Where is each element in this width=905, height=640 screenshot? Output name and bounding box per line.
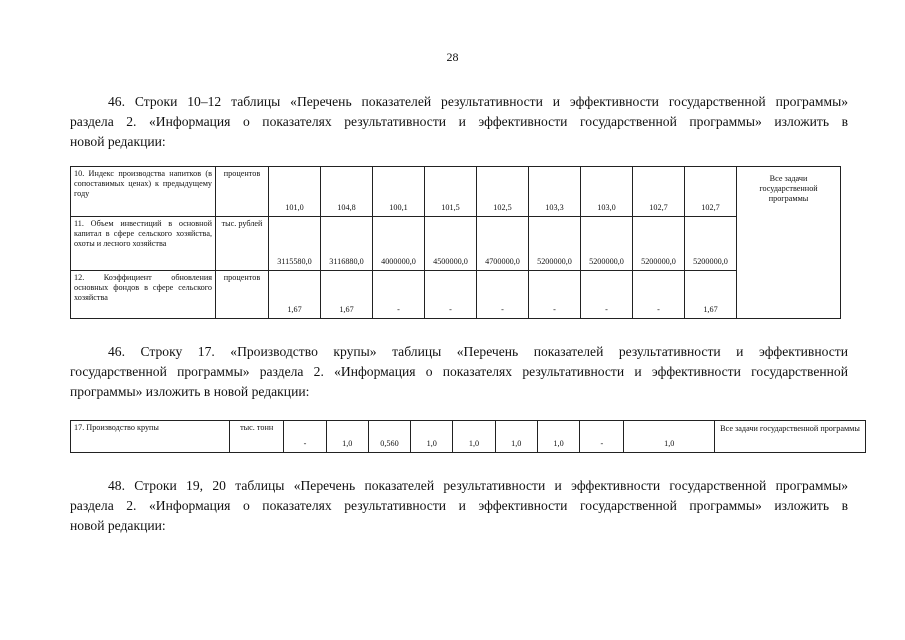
indicator-value: - [633, 271, 685, 319]
paragraph-line: раздела 2. «Информация о показателях результативности и эффективности государственной программы» изложить в [70, 114, 848, 129]
indicator-value: - [373, 271, 425, 319]
indicator-value: 102,7 [633, 167, 685, 217]
indicator-value: 0,560 [368, 421, 410, 453]
indicator-value: 4000000,0 [373, 217, 425, 271]
indicator-value: 4500000,0 [425, 217, 477, 271]
indicator-value: 1,0 [495, 421, 537, 453]
indicator-value: 1,67 [269, 271, 321, 319]
indicator-value: 1,0 [326, 421, 368, 453]
table-row [71, 271, 841, 319]
paragraph-line: новой редакции: [70, 518, 166, 533]
indicator-value: 102,7 [685, 167, 737, 217]
paragraph-line: программы» изложить в новой редакции: [70, 384, 310, 399]
paragraph-46-row-17 [70, 342, 848, 402]
indicator-unit: процентов [216, 167, 269, 217]
indicator-unit: тыс. рублей [216, 217, 269, 271]
indicator-value: 103,0 [581, 167, 633, 217]
indicator-value: - [425, 271, 477, 319]
indicator-value: 5200000,0 [685, 217, 737, 271]
indicator-value: 1,0 [624, 421, 715, 453]
indicator-value: 5200000,0 [581, 217, 633, 271]
paragraph-48-rows-19-20 [70, 476, 848, 536]
indicator-value: 1,0 [537, 421, 579, 453]
indicator-unit: процентов [216, 271, 269, 319]
paragraph-line: новой редакции: [70, 134, 166, 149]
indicator-value: 100,1 [373, 167, 425, 217]
indicators-table-row-17 [70, 420, 866, 453]
indicator-value: 1,67 [685, 271, 737, 319]
indicator-value: 1,0 [411, 421, 453, 453]
indicator-value: 101,0 [269, 167, 321, 217]
indicator-value: 5200000,0 [529, 217, 581, 271]
indicator-value: 1,67 [321, 271, 373, 319]
indicator-name: 11. Объем инвестиций в основной капитал в сфере сельского хозяйства, охоты и лесного хозяйства [71, 217, 216, 271]
tasks-note: Все задачи государственной программы [737, 167, 841, 319]
paragraph-line: государственной программы» раздела 2. «Информация о показателях результативности и эффективности государственной [70, 364, 848, 379]
tasks-note: Все задачи государственной программы [715, 421, 866, 453]
indicator-name: 10. Индекс производства напитков (в сопоставимых ценах) к предыдущему году [71, 167, 216, 217]
indicator-value: 103,3 [529, 167, 581, 217]
indicators-table-rows-10-12 [70, 166, 841, 319]
indicator-name: 12. Коэффициент обновления основных фондов в сфере сельского хозяйства [71, 271, 216, 319]
indicator-name: 17. Производство крупы [71, 421, 230, 453]
paragraph-line: 48. Строки 19, 20 таблицы «Перечень показателей результативности и эффективности государственной программы» [108, 478, 848, 493]
indicator-value: - [580, 421, 624, 453]
paragraph-line: 46. Строки 10–12 таблицы «Перечень показателей результативности и эффективности государственной программы» [108, 94, 848, 109]
table-row [71, 167, 841, 217]
indicator-value: 5200000,0 [633, 217, 685, 271]
indicator-value: - [284, 421, 326, 453]
table-row [71, 217, 841, 271]
indicator-value: 3116880,0 [321, 217, 373, 271]
table-row [71, 421, 866, 453]
paragraph-46-rows-10-12 [70, 92, 848, 152]
page-number: 28 [446, 50, 459, 64]
indicator-value: - [581, 271, 633, 319]
indicator-value: 104,8 [321, 167, 373, 217]
indicator-value: - [477, 271, 529, 319]
indicator-value: 3115580,0 [269, 217, 321, 271]
indicator-value: - [529, 271, 581, 319]
indicator-value: 101,5 [425, 167, 477, 217]
paragraph-line: раздела 2. «Информация о показателях результативности и эффективности государственной программы» изложить в [70, 498, 848, 513]
indicator-value: 4700000,0 [477, 217, 529, 271]
indicator-unit: тыс. тонн [229, 421, 283, 453]
indicator-value: 102,5 [477, 167, 529, 217]
indicator-value: 1,0 [453, 421, 495, 453]
paragraph-line: 46. Строку 17. «Производство крупы» таблицы «Перечень показателей результативности и эффективности [108, 344, 848, 359]
